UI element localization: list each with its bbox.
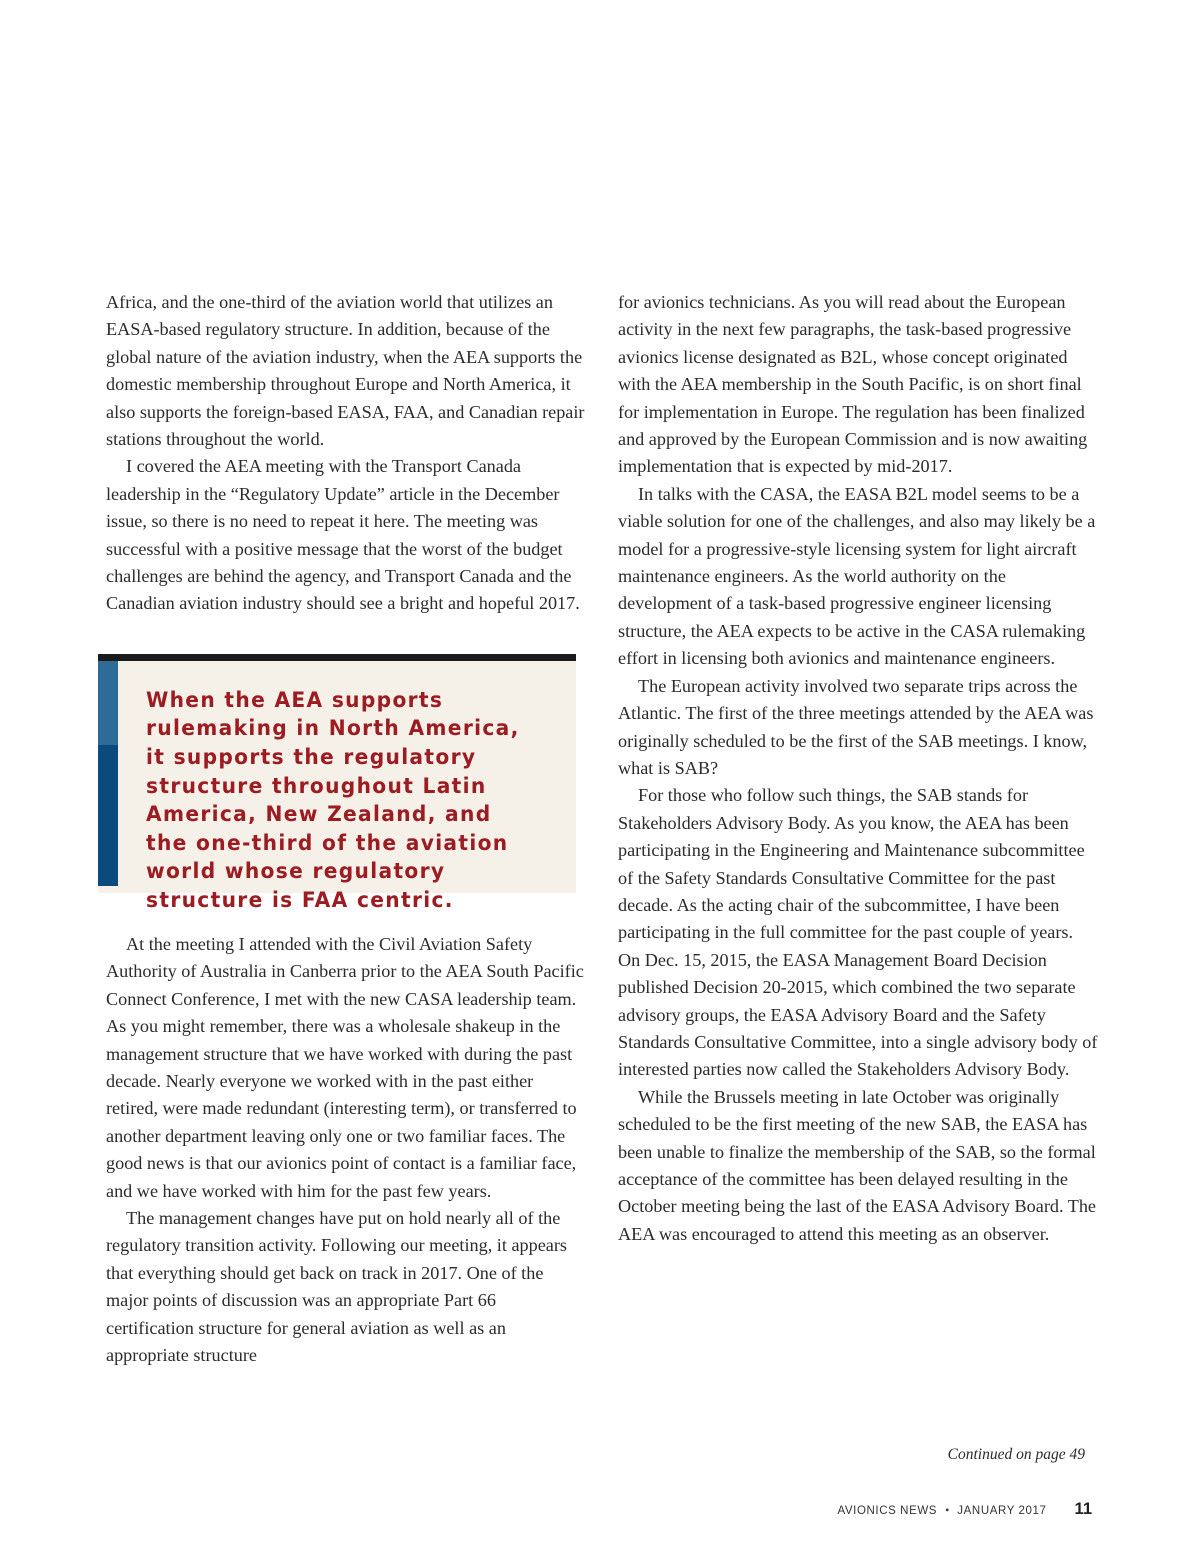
body-paragraph: At the meeting I attended with the Civil Aviation Safety Authority of Australia in Canberra prior to the AEA South Pacific Connect Conference, I met with the new CASA leadership team. As you might remember, there was a wholesale shakeup in the management structure that we have worked with during the past decade. Nearly everyone we worked with in the past either retired, were made redundant (interesting term), or transferred to another department leaving only one or two familiar faces. The good news is that our avionics point of contact is a familiar face, and we have worked with him for the past few years.	[106, 933, 584, 1201]
body-paragraph: Africa, and the one-third of the aviation world that utilizes an EASA-based regulatory structure. In addition, because of the global nature of the aviation industry, when the AEA supports the domestic membership throughout Europe and North America, it also supports the foreign-based EASA, FAA, and Canadian repair stations throughout the world.	[106, 292, 585, 450]
body-paragraph: The European activity involved two separate trips across the Atlantic. The first of the three meetings attended by the AEA was originally scheduled to be the first of the SAB meetings. I know, what is SAB?	[618, 675, 1094, 778]
publication-name: AVIONICS NEWS	[837, 1505, 938, 1517]
body-paragraph: While the Brussels meeting in late October was originally scheduled to be the first meeting of the new SAB, the EASA has been unable to finalize the membership of the SAB, so the formal acceptance of the committee has been delayed resulting in the October meeting being the last of the EASA Advisory Board. The AEA was encouraged to attend this meeting as an observer.	[618, 1086, 1097, 1244]
body-paragraph: The management changes have put on hold nearly all of the regulatory transition activity. Following our meeting, it appears that everything should get back on track in 2017. One of the major points of discussion was an appropriate Part 66 certification structure for general aviation as well as an appropriate structure	[106, 1207, 567, 1365]
issue-date: JANUARY 2017	[957, 1505, 1047, 1517]
body-paragraph: In talks with the CASA, the EASA B2L model seems to be a viable solution for one of the challenges, and also may likely be a model for a progressive-style licensing system for light aircraft maintenance engineers. As the world authority on the development of a task-based progressive engineer licensing structure, the AEA expects to be active in the CASA rulemaking effort in licensing both avionics and maintenance engineers.	[618, 483, 1096, 669]
body-paragraph: I covered the AEA meeting with the Transport Canada leadership in the “Regulatory Update” article in the December issue, so there is no need to repeat it here. The meeting was successful with a positive message that the worst of the budget challenges are behind the agency, and Transport Canada and the Canadian aviation industry should see a bright and hopeful 2017.	[106, 456, 580, 614]
body-paragraph: for avionics technicians. As you will read about the European activity in the next few paragraphs, the task-based progressive avionics license designated as B2L, whose concept originated with the AEA membership in the South Pacific, is on short final for implementation in Europe. The regulation has been finalized and approved by the European Commission and is now awaiting implementation that is expected by mid-2017.	[618, 292, 1088, 477]
footer-separator: •	[945, 1503, 950, 1517]
page-footer	[837, 1500, 1092, 1519]
pull-quote	[98, 654, 576, 914]
left-column	[106, 289, 586, 1369]
page-number: 11	[1074, 1500, 1092, 1518]
pull-quote-accent-bar	[98, 661, 118, 745]
continued-note: Continued on page 49	[947, 1446, 1085, 1463]
right-column	[618, 289, 1098, 1248]
body-paragraph: For those who follow such things, the SAB stands for Stakeholders Advisory Body. As you know, the AEA has been participating in the Engineering and Maintenance subcommittee of the Safety Standards Consultative Committee for the past decade. As the acting chair of the subcommittee, I have been participating in the full committee for the past couple of years. On Dec. 15, 2015, the EASA Management Board Decision published Decision 20-2015, which combined the two separate advisory groups, the EASA Advisory Board and the Safety Standards Consultative Committee, into a single advisory body of interested parties now called the Stakeholders Advisory Body.	[618, 785, 1098, 1080]
pull-quote-text: When the AEA supports rulemaking in North America, it supports the regulatory structure throughout Latin America, New Zealand, and the one-third of the aviation world whose regulatory structure is FAA centric.	[146, 687, 520, 914]
pull-quote-accent-bar	[98, 745, 118, 886]
